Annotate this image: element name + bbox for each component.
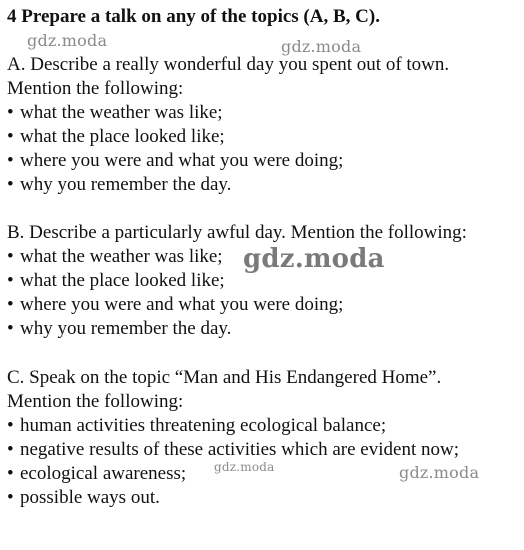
bullet-icon: • xyxy=(7,463,14,484)
bullet-icon: • xyxy=(7,294,14,315)
topic-b-bullet-1 xyxy=(7,246,223,268)
bullet-icon: • xyxy=(7,102,14,123)
bullet-text: where you were and what you were doing; xyxy=(20,294,344,315)
topic-a-bullet-3 xyxy=(7,150,343,172)
bullet-icon: • xyxy=(7,270,14,291)
watermark: gdz.moda xyxy=(27,31,108,50)
bullet-icon: • xyxy=(7,487,14,508)
bullet-icon: • xyxy=(7,150,14,171)
topic-b-bullet-3 xyxy=(7,294,343,316)
topic-a-bullet-2 xyxy=(7,126,225,148)
bullet-icon: • xyxy=(7,246,14,267)
topic-b-bullet-4 xyxy=(7,318,231,340)
bullet-text: where you were and what you were doing; xyxy=(20,150,344,171)
topic-c-bullet-3 xyxy=(7,463,186,485)
bullet-text: what the weather was like; xyxy=(20,102,223,123)
topic-b-bullet-2 xyxy=(7,270,225,292)
bullet-text: what the place looked like; xyxy=(20,270,225,291)
bullet-icon: • xyxy=(7,174,14,195)
bullet-text: ecological awareness; xyxy=(20,463,187,484)
topic-c-title: C. Speak on the topic “Man and His Endangered Home”. xyxy=(7,367,442,388)
bullet-icon: • xyxy=(7,439,14,460)
topic-a-mention: Mention the following: xyxy=(7,78,184,99)
topic-c-bullet-2 xyxy=(7,439,459,461)
bullet-icon: • xyxy=(7,415,14,436)
bullet-text: negative results of these activities which are evident now; xyxy=(20,439,459,460)
topic-a-bullet-1 xyxy=(7,102,223,124)
bullet-text: possible ways out. xyxy=(20,487,160,508)
bullet-text: why you remember the day. xyxy=(20,174,232,195)
bullet-text: why you remember the day. xyxy=(20,318,232,339)
watermark: gdz.moda xyxy=(214,460,275,474)
bullet-text: human activities threatening ecological balance; xyxy=(20,415,387,436)
topic-c-bullet-1 xyxy=(7,415,386,437)
watermark: gdz.moda xyxy=(399,463,480,482)
topic-c-bullet-4 xyxy=(7,487,160,509)
bullet-text: what the place looked like; xyxy=(20,126,225,147)
topic-c-mention: Mention the following: xyxy=(7,391,184,412)
watermark: gdz.moda xyxy=(281,37,362,56)
watermark: gdz.moda xyxy=(243,244,385,274)
topic-b-title: B. Describe a particularly awful day. Mention the following: xyxy=(7,222,467,243)
topic-a-bullet-4 xyxy=(7,174,231,196)
topic-a-title: A. Describe a really wonderful day you spent out of town. xyxy=(7,54,450,75)
bullet-icon: • xyxy=(7,126,14,147)
bullet-icon: • xyxy=(7,318,14,339)
exercise-heading: 4 Prepare a talk on any of the topics (A, B, C). xyxy=(7,6,380,27)
bullet-text: what the weather was like; xyxy=(20,246,223,267)
